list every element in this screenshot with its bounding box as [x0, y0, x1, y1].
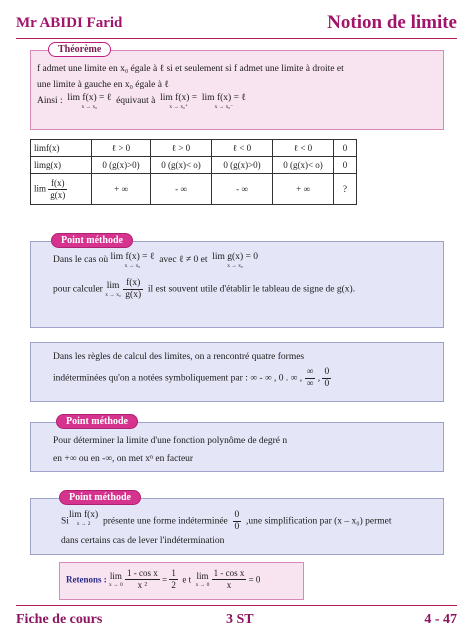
- regles-line-1: Dans les règles de calcul des limites, on a rencontré quatre formes: [53, 352, 305, 362]
- theorem-ainsi: Ainsi :: [37, 96, 63, 106]
- theorem-tag: Théorème: [48, 42, 111, 57]
- methode2-line-2: en +∞ ou en -∞, on met xⁿ en facteur: [53, 454, 194, 464]
- table-cell: ℓ < 0: [212, 140, 273, 157]
- table-row: [31, 157, 357, 174]
- methode-box-2: [30, 422, 444, 472]
- table-cell: 0 (g(x)< o): [273, 157, 334, 174]
- table-cell: 0 (g(x)>0): [92, 157, 151, 174]
- table-cell: + ∞: [273, 174, 334, 205]
- retenons-box: Retenons : lim x → 0 $\frac{\text{1 - cos x}}{\text{x ²}}$ = $\frac{1}{2}$ e t lim x → 0 $\frac{\text{1 - cos x}}{x}$ = 0: [59, 562, 304, 600]
- page-title: Notion de limite: [327, 12, 457, 33]
- footer-page-number: 4 - 47: [424, 612, 457, 627]
- theorem-lim-1: lim f(x) = ℓ x → x₀: [67, 93, 112, 110]
- fraction-zero-zero: $\frac{0}{0}$: [234, 510, 240, 532]
- table-cell: ?: [334, 174, 357, 205]
- table-cell: + ∞: [92, 174, 151, 205]
- table-cell: limf(x): [31, 140, 92, 157]
- regles-line-2: indéterminées qu'on a notées symboliquement par : ∞ - ∞ , 0 . ∞ , $\frac{\infty}{\infty}$ , $\frac{0}{0}$: [53, 367, 330, 389]
- methode-box-1: [30, 241, 444, 328]
- table-cell: ℓ > 0: [92, 140, 151, 157]
- regles-box: [30, 342, 444, 402]
- theorem-equivaut: équivaut à: [116, 96, 156, 106]
- methode-box-3: [30, 498, 444, 555]
- table-cell-lim-fraction: lim $\frac{f(x)}{g(x)}$: [31, 174, 92, 205]
- fraction-zero-zero: $\frac{0}{0}$: [324, 367, 330, 389]
- theorem-box: [30, 50, 444, 130]
- table-cell: 0: [334, 140, 357, 157]
- methode-tag-1: Point méthode: [51, 233, 133, 248]
- table-cell: 0 (g(x)>0): [212, 157, 273, 174]
- methode1-line-2: pour calculer lim x → x₀ $\frac{f(x)}{g(x)}$ il est souvent utile d'établir le tableau de signe de g(x).: [53, 278, 356, 300]
- table-row: [31, 140, 357, 157]
- page-header: [16, 12, 457, 39]
- table-cell: - ∞: [212, 174, 273, 205]
- theorem-line-1: f admet une limite en x₀ égale à ℓ si et seulement si f admet une limite à droite et: [37, 64, 344, 74]
- methode1-line-1: Dans le cas où lim f(x) = ℓ x → x₀ avec ℓ ≠ 0 et lim g(x) = 0 x → x₀: [53, 252, 258, 269]
- methode-tag-2: Point méthode: [56, 414, 138, 429]
- methode3-line-1: Silim f(x) x → 2 présente une forme indéterminée $\frac{0}{0}$ ,une simplification par (x – x₀) permet: [61, 510, 392, 532]
- limit-table: [30, 139, 357, 205]
- theorem-lim-3: lim f(x) = ℓ x → x₀⁻: [201, 93, 246, 110]
- footer-course-label: Fiche de cours: [16, 612, 103, 627]
- table-cell: - ∞: [151, 174, 212, 205]
- methode-tag-3: Point méthode: [59, 490, 141, 505]
- theorem-line-2: une limite à gauche en x₀ égale à ℓ: [37, 80, 169, 90]
- fraction-inf-inf: $\frac{\infty}{\infty}$: [306, 367, 314, 389]
- methode2-line-1: Pour déterminer la limite d'une fonction polynôme de degré n: [53, 436, 288, 446]
- table-cell: ℓ > 0: [151, 140, 212, 157]
- table-cell: 0: [334, 157, 357, 174]
- table-cell: ℓ < 0: [273, 140, 334, 157]
- page-footer: [16, 605, 457, 632]
- table-cell: limg(x): [31, 157, 92, 174]
- footer-class-label: 3 ST: [226, 612, 254, 627]
- table-row: [31, 174, 357, 205]
- theorem-line-3: [37, 93, 443, 111]
- methode3-line-2: dans certains cas de lever l'indétermination: [61, 536, 225, 546]
- author-name: Mr ABIDI Farid: [16, 15, 123, 31]
- retenons-label: Retenons :: [66, 574, 107, 585]
- table-cell: 0 (g(x)< o): [151, 157, 212, 174]
- theorem-lim-2: lim f(x) = x → x₀⁺: [160, 93, 198, 110]
